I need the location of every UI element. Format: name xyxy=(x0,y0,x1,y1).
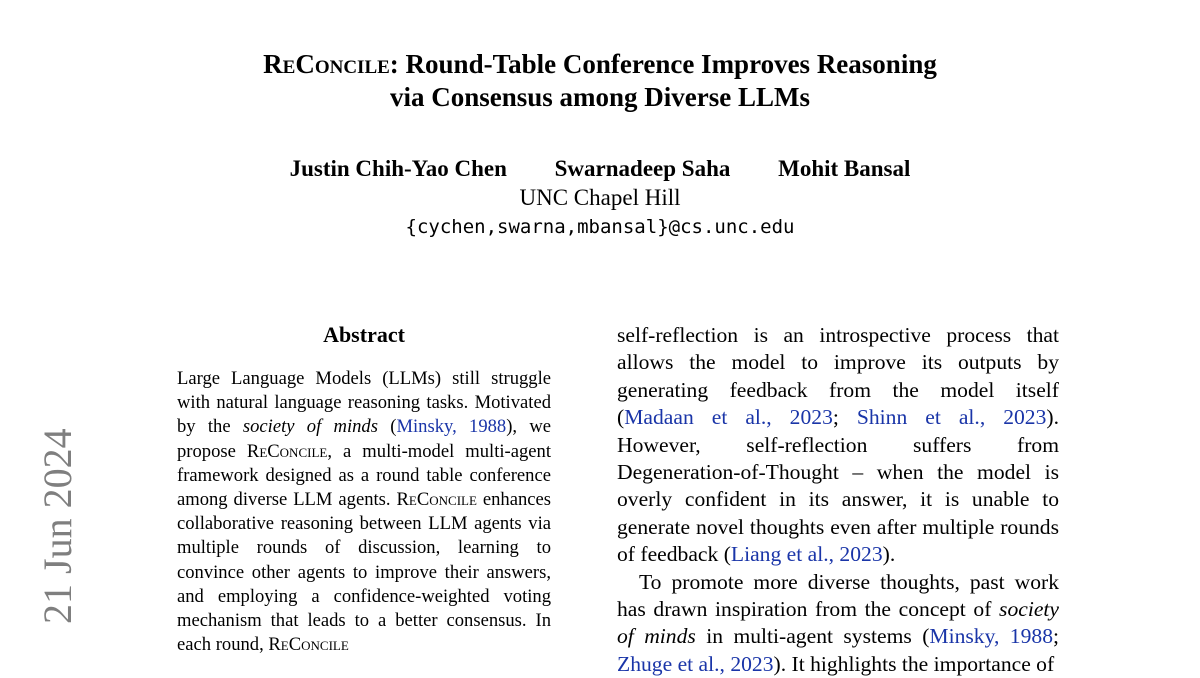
intro-text-part: To promote more diverse thoughts, past work has drawn inspiration from the concept of xyxy=(617,569,1059,622)
affiliation: UNC Chapel Hill xyxy=(519,185,681,210)
title-system-name-part2: Concile xyxy=(295,49,390,79)
intro-text-part: ). xyxy=(882,542,896,567)
intro-text-part: ; xyxy=(1053,624,1059,649)
abstract-text-part: ), we propose xyxy=(177,416,552,462)
citation-link[interactable]: Shinn et al., 2023 xyxy=(856,405,1047,430)
intro-text-part: in multi-agent systems ( xyxy=(695,624,930,649)
intro-text-part: self-reflection is an introspective process that allows the model to improve its outputs by generating feedback from the model itself ( xyxy=(617,323,1059,430)
title-line2: via Consensus among Diverse LLMs xyxy=(389,82,811,112)
arxiv-side-date: 21 Jun 2024 xyxy=(35,428,80,624)
citation-link[interactable]: Liang et al., 2023 xyxy=(730,542,883,567)
abstract-emphasis: society of minds xyxy=(242,416,378,438)
abstract-text-part: ( xyxy=(377,416,397,438)
citation-link[interactable]: Minsky, 1988 xyxy=(396,416,507,438)
abstract-text xyxy=(177,367,551,657)
abstract-text-part: enhances collaborative reasoning between LLM agents via multiple rounds of discussion, learning to convince other agents to improve their answers, and employing a confidence-weighted voting mechanism that leads to a better consensus. In each round, xyxy=(177,489,551,656)
intro-emphasis: society of minds xyxy=(617,597,1059,649)
system-name: ReConcile xyxy=(268,634,349,656)
intro-column xyxy=(617,322,1059,678)
author-name: Swarnadeep Saha xyxy=(554,156,731,181)
intro-paragraph xyxy=(617,322,1059,569)
citation-link[interactable]: Zhuge et al., 2023 xyxy=(617,651,774,676)
author-list xyxy=(0,156,1200,182)
intro-text-part: ). It highlights the importance of xyxy=(773,651,1055,676)
intro-text-part: ). However, self-reflection suffers from Degeneration-of-Thought – when the model is overly confident in its answer, it is unable to generate novel thoughts even after multiple rounds of feedback ( xyxy=(617,405,1059,567)
citation-link[interactable]: Madaan et al., 2023 xyxy=(624,405,833,430)
author-emails: {cychen,swarna,mbansal}@cs.unc.edu xyxy=(405,216,795,238)
title-system-name-part1: Re xyxy=(263,49,296,79)
author-name: Mohit Bansal xyxy=(778,156,911,181)
abstract-text-part: , a multi-model multi-agent framework designed as a round table conference among diverse LLM agents. xyxy=(177,440,551,511)
system-name: ReConcile xyxy=(246,440,328,462)
intro-paragraph xyxy=(617,569,1059,678)
system-name: ReConcile xyxy=(396,489,477,511)
citation-link[interactable]: Minsky, 1988 xyxy=(929,624,1053,649)
abstract-text-part: Large Language Models (LLMs) still struggle with natural language reasoning tasks. Motivated by the xyxy=(177,368,551,438)
author-name: Justin Chih-Yao Chen xyxy=(289,156,507,181)
intro-text-part: ; xyxy=(832,405,857,430)
abstract-heading: Abstract xyxy=(323,322,405,347)
title-line1-rest: : Round-Table Conference Improves Reasoning xyxy=(389,49,937,79)
paper-title xyxy=(0,48,1200,114)
